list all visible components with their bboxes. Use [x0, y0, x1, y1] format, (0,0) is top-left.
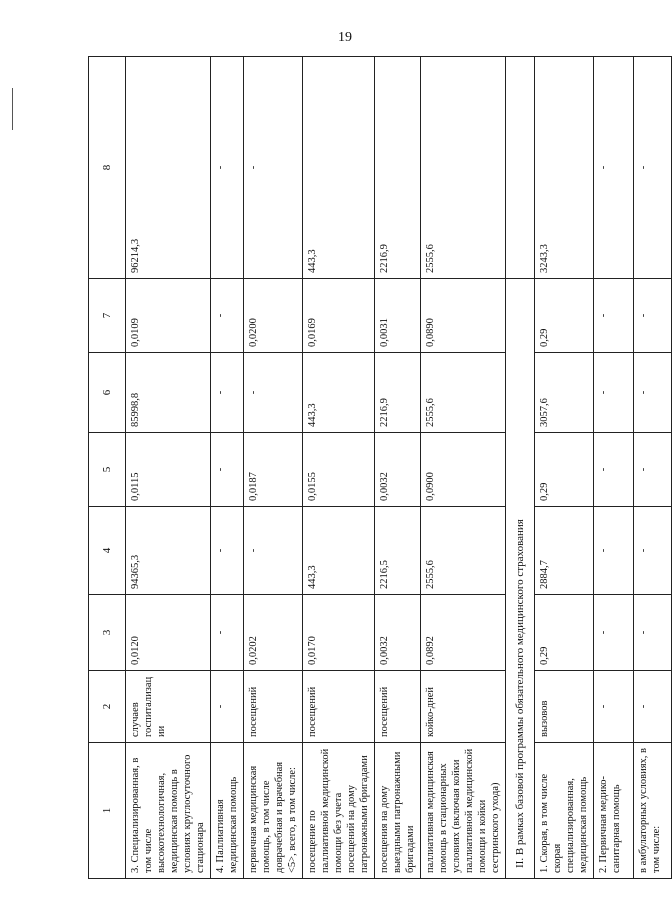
header-cell: 5	[89, 433, 126, 507]
cell-value: -	[634, 595, 672, 671]
row-label: 4. Паллиативная медицинская помощь	[211, 743, 244, 879]
cell-value: 0,0155	[303, 433, 375, 507]
row-label: 1. Скорая, в том числе скорая специализированная, медицинская помощь	[535, 743, 594, 879]
cell-value: 443,3	[303, 353, 375, 433]
row-unit: посещений	[375, 671, 421, 743]
row-label: паллиативная медицинская помощь в стационарных условиях (включая койки паллиативной медицинской помощи и койки сестринского ухода)	[421, 743, 506, 879]
section-title: II. В рамках базовой программы обязательного медицинского страхования	[506, 279, 535, 879]
cell-value: -	[211, 507, 244, 595]
norms-table	[88, 56, 672, 879]
cell-value: 0,0120	[126, 595, 211, 671]
cell-value: -	[594, 433, 634, 507]
table-row	[421, 57, 506, 879]
cell-value: -	[211, 353, 244, 433]
rotated-table-container	[88, 57, 662, 879]
row-unit: -	[594, 671, 634, 743]
row-unit: -	[211, 671, 244, 743]
cell-value: 2216,9	[375, 57, 421, 279]
cell-value: -	[244, 507, 303, 595]
cell-value: 2216,9	[375, 353, 421, 433]
table-row	[303, 57, 375, 879]
table-header-row	[89, 57, 126, 879]
cell-value: 2555,6	[421, 57, 506, 279]
header-cell: 6	[89, 353, 126, 433]
table-row	[244, 57, 303, 879]
header-cell: 2	[89, 671, 126, 743]
header-cell: 4	[89, 507, 126, 595]
header-cell: 3	[89, 595, 126, 671]
row-label: в амбулаторных условиях, в том числе:	[634, 743, 672, 879]
cell-value: 3243,3	[535, 57, 594, 279]
cell-value: 0,0032	[375, 595, 421, 671]
row-label: посещения на дому выездными патронажными бригадами	[375, 743, 421, 879]
cell-value: -	[244, 353, 303, 433]
cell-value: 0,0169	[303, 279, 375, 353]
row-unit: -	[634, 671, 672, 743]
row-unit: случаев госпитализации	[126, 671, 211, 743]
table-row	[535, 57, 594, 879]
cell-value: 0,0200	[244, 279, 303, 353]
cell-value: -	[244, 57, 303, 279]
row-unit: вызовов	[535, 671, 594, 743]
cell-value: 0,29	[535, 595, 594, 671]
cell-value: -	[211, 433, 244, 507]
table-row	[126, 57, 211, 879]
cell-value: -	[211, 279, 244, 353]
cell-value: 2555,6	[421, 507, 506, 595]
cell-value: 2216,5	[375, 507, 421, 595]
table-row	[375, 57, 421, 879]
cell-value: 443,3	[303, 57, 375, 279]
row-label: 3. Специализированная, в том числе высокотехнологичная, медицинская помощь в условиях круглосуточного стационара	[126, 743, 211, 879]
header-cell: 8	[89, 57, 126, 279]
cell-value: 0,0115	[126, 433, 211, 507]
cell-value: 0,0890	[421, 279, 506, 353]
cell-value: 85998,8	[126, 353, 211, 433]
cell-value: -	[634, 279, 672, 353]
cell-value: -	[634, 507, 672, 595]
cell-value: -	[594, 279, 634, 353]
cell-value: -	[634, 57, 672, 279]
cell-value: -	[594, 595, 634, 671]
page-number: 19	[338, 30, 352, 45]
header-cell: 7	[89, 279, 126, 353]
cell-value: 0,0170	[303, 595, 375, 671]
table-row	[211, 57, 244, 879]
cell-value: 0,29	[535, 279, 594, 353]
row-unit: посещений	[303, 671, 375, 743]
row-label: 2. Первичная медико-санитарная помощь	[594, 743, 634, 879]
section-spacer	[506, 57, 535, 279]
section-row	[506, 57, 535, 879]
cell-value: -	[594, 57, 634, 279]
cell-value: -	[594, 507, 634, 595]
cell-value: 96214,3	[126, 57, 211, 279]
cell-value: 2555,6	[421, 353, 506, 433]
cell-value: 443,3	[303, 507, 375, 595]
cell-value: 0,0031	[375, 279, 421, 353]
table-row	[594, 57, 634, 879]
cell-value: -	[634, 353, 672, 433]
cell-value: 94365,3	[126, 507, 211, 595]
cell-value: 0,0202	[244, 595, 303, 671]
row-unit: посещений	[244, 671, 303, 743]
cell-value: -	[634, 433, 672, 507]
cell-value: 0,0109	[126, 279, 211, 353]
cell-value: 0,0187	[244, 433, 303, 507]
cell-value: -	[594, 353, 634, 433]
cell-value: 0,0892	[421, 595, 506, 671]
header-cell: 1	[89, 743, 126, 879]
cell-value: 0,0032	[375, 433, 421, 507]
row-label: первичная медицинская помощь, в том числе доврачебная и врачебная <5>, всего, в том числе:	[244, 743, 303, 879]
cell-value: -	[211, 57, 244, 279]
cell-value: 0,29	[535, 433, 594, 507]
table-row	[634, 57, 672, 879]
cell-value: 2884,7	[535, 507, 594, 595]
cell-value: 0,0900	[421, 433, 506, 507]
cell-value: -	[211, 595, 244, 671]
row-unit: койко-дней	[421, 671, 506, 743]
margin-mark	[12, 88, 13, 130]
row-label: посещение по паллиативной медицинской помощи без учета посещений на дому патронажными бригадами	[303, 743, 375, 879]
cell-value: 3057,6	[535, 353, 594, 433]
